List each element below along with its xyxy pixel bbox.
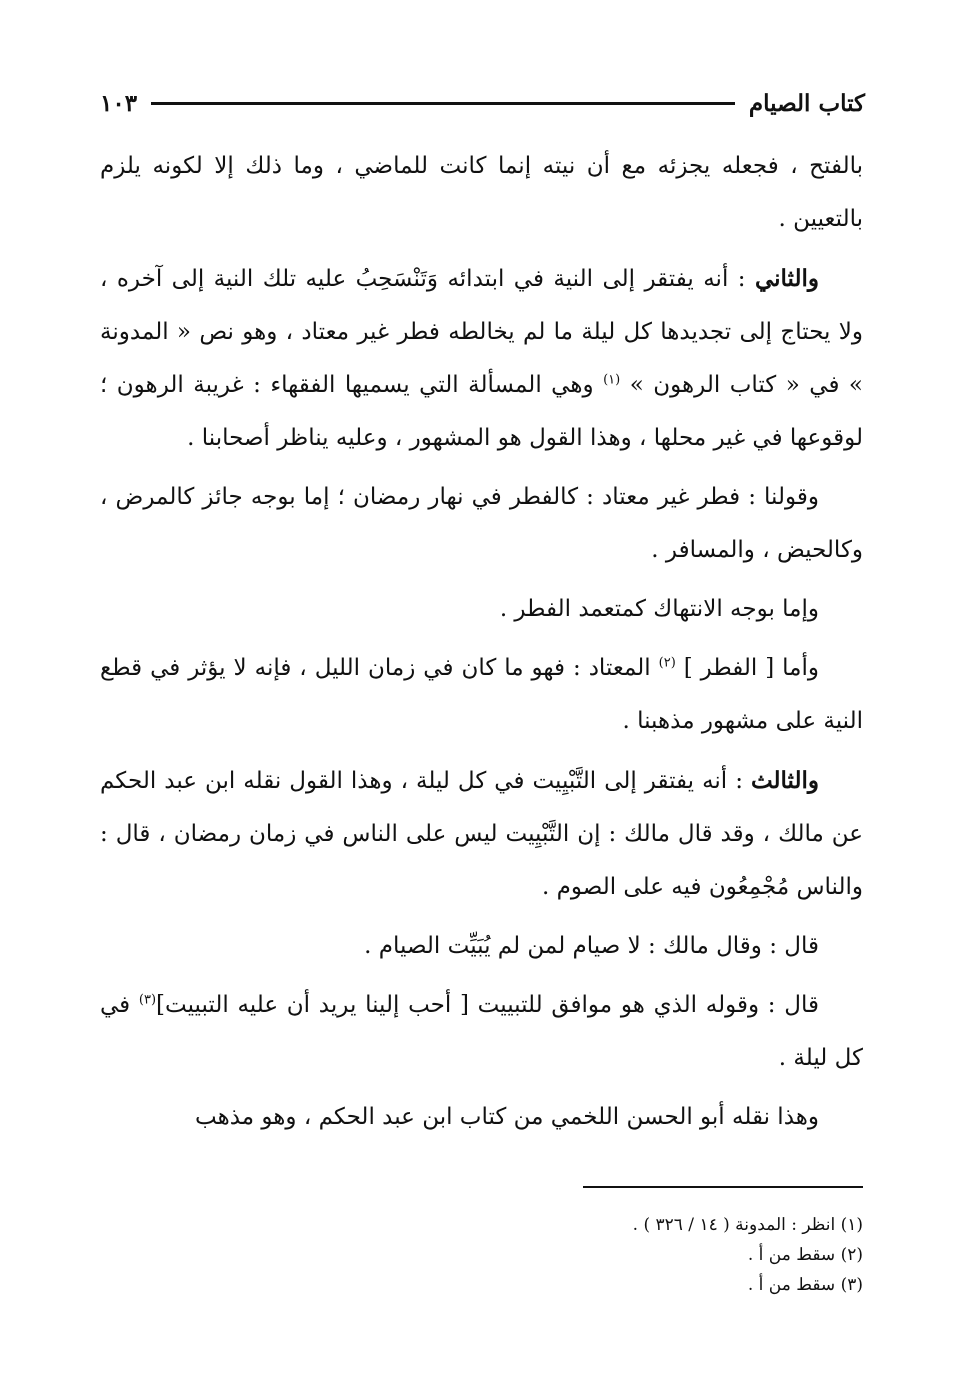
paragraph-continuation: [100, 140, 863, 246]
footnotes: [500, 1210, 863, 1300]
paragraph-second-opinion: [100, 252, 863, 465]
paragraph-third-opinion: [100, 754, 863, 914]
paragraph-lead: والثالث: [750, 767, 819, 794]
paragraph-lakhmi: [100, 1091, 863, 1144]
footnote-ref: (١): [603, 372, 621, 388]
footnote-ref: (٣): [138, 992, 157, 1008]
paragraph-tabyit: [100, 979, 863, 1085]
footnote-rule: [583, 1186, 863, 1188]
paragraph-text: : أنه يفتقر إلى التَّبْيِيت في كل ليلة ، وهذا القول نقله ابن عبد الحكم عن مالك ، وقد قال مالك : إن التَّبْيِيت ليس على الناس في زمان رمضان ، قال : والناس مُجْمِعُون فيه على الصوم .: [100, 768, 863, 900]
main-text: [100, 140, 863, 1150]
paragraph-text: قال : وقال مالك : لا صيام لمن لم يُبَيِّت الصيام .: [364, 933, 819, 959]
footnote-ref: (٢): [658, 655, 676, 671]
paragraph-text: وإما بوجه الانتهاك كمتعمد الفطر .: [499, 596, 819, 622]
paragraph-unusual-fast: [100, 471, 863, 577]
paragraph-malik-quote: [100, 920, 863, 973]
paragraph-text: بالفتح ، فجعله يجزئه مع أن نيته إنما كانت للماضي ، وما ذلك إلا لكونه يلزم بالتعيين .: [100, 153, 863, 232]
footnote-2: (٢) سقط من أ .: [747, 1245, 863, 1265]
paragraph-violation: [100, 583, 863, 636]
paragraph-text: وهذا نقله أبو الحسن اللخمي من كتاب ابن عبد الحكم ، وهو مذهب: [195, 1104, 819, 1130]
header-rule: [151, 102, 735, 105]
paragraph-text: وأما [ الفطر ]: [675, 655, 819, 681]
paragraph-usual-fast: [100, 642, 863, 748]
paragraph-text-cont: في كل ليلة .: [100, 992, 863, 1071]
paragraph-lead: والثاني: [754, 265, 819, 292]
paragraph-text-cont: وهي المسألة التي يسميها الفقهاء : غريبة الرهون ؛ لوقوعها في غير محلها ، وهذا القول هو المشهور ، وعليه يناظر أصحابنا .: [100, 372, 863, 451]
page-number: ١٠٣: [100, 89, 138, 117]
paragraph-text: قال : وقوله الذي هو موافق للتبييت [ أحب إلينا يريد أن عليه التبييت]: [156, 992, 819, 1018]
paragraph-text-cont: المعتاد : فهو ما كان في زمان الليل ، فإنه لا يؤثر في قطع النية على مشهور مذهبنا .: [100, 655, 863, 734]
running-header: [100, 86, 865, 120]
footnote-1: (١) انظر : المدونة ( ١٤ / ٣٢٦ ) .: [632, 1215, 863, 1235]
footnote-3: (٣) سقط من أ .: [747, 1275, 863, 1295]
paragraph-text: وقولنا : فطر غير معتاد : كالفطر في نهار رمضان ؛ إما بوجه جائز كالمرض ، وكالحيض ، والمسافر .: [100, 484, 863, 563]
book-title: كتاب الصيام: [748, 89, 865, 117]
paragraph-text: : أنه يفتقر إلى النية في ابتدائه وَتَنْسَحِبُ عليه تلك النية إلى آخره ، ولا يحتاج إلى تجديدها كل ليلة ما لم يخالطه فطر غير معتاد ، وهو نص « المدونة » في « كتاب الرهون »: [100, 266, 863, 398]
